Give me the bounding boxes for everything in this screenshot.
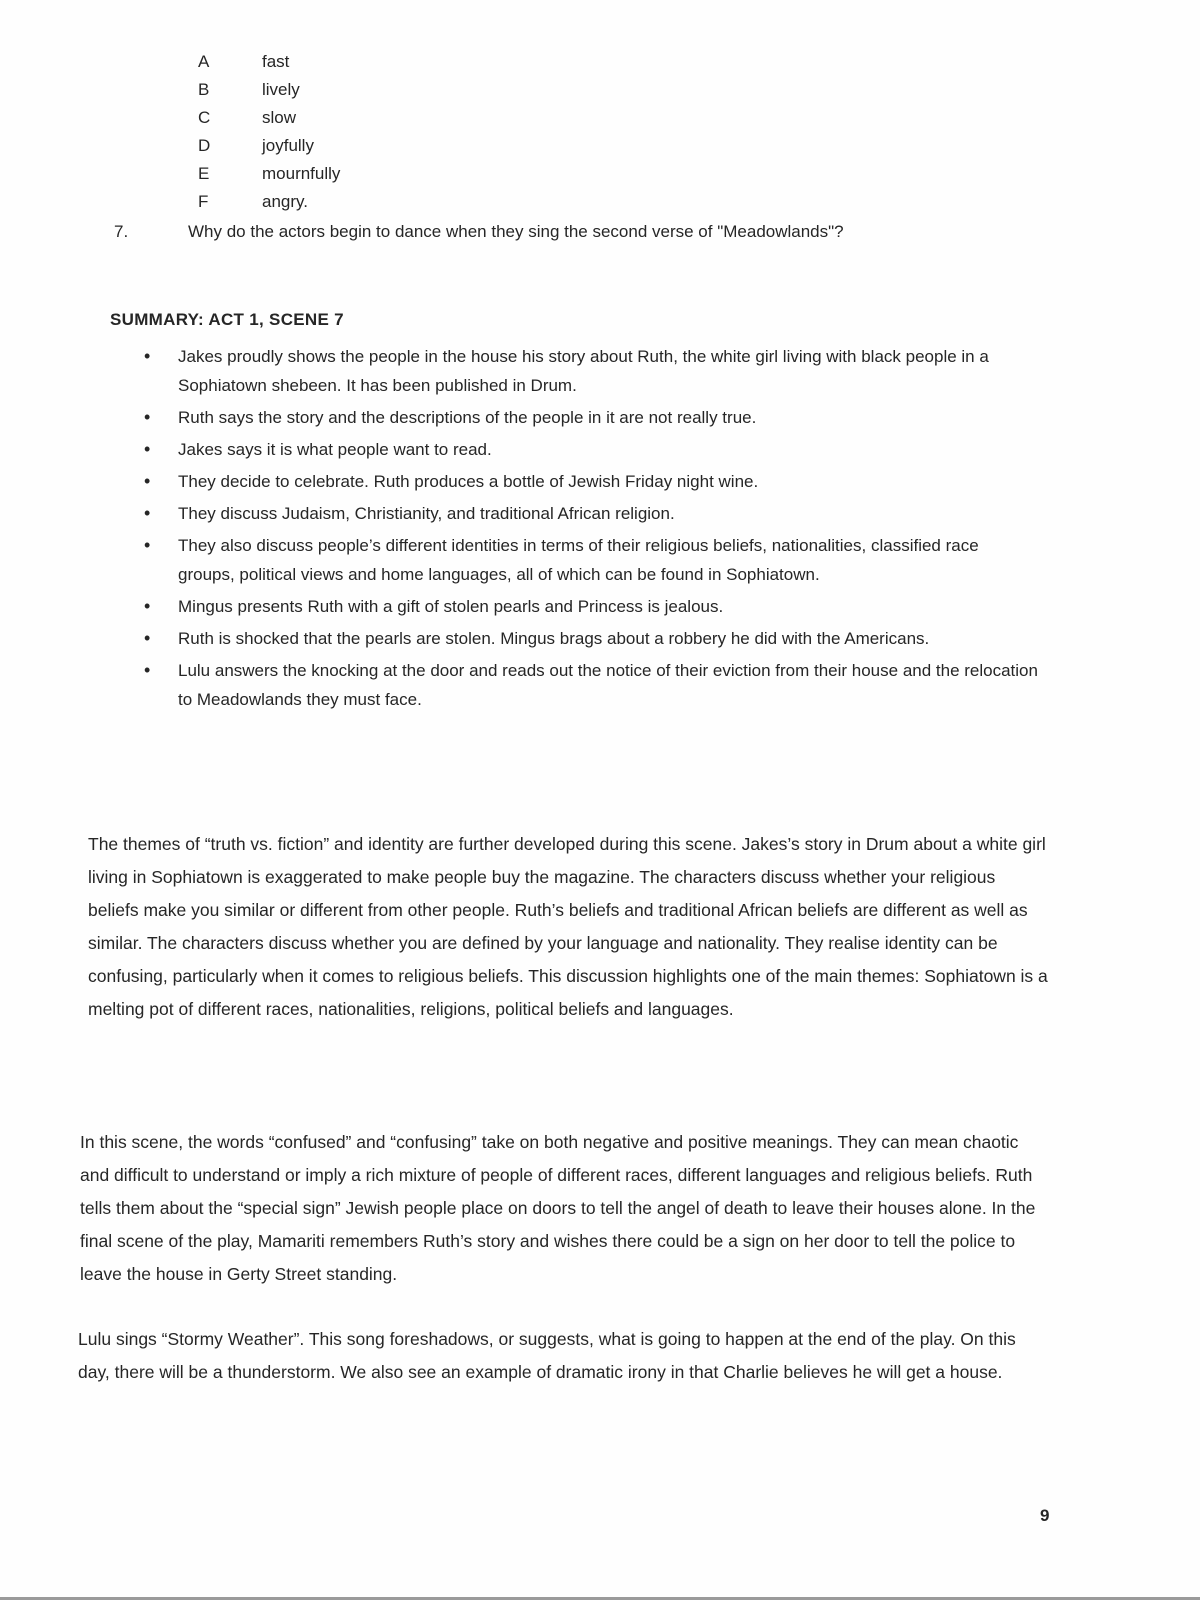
answer-option [198, 76, 598, 104]
summary-bullet: • They also discuss people’s different identities in terms of their religious beliefs, nationalities, classified race groups, political views and home languages, all of which can be found in Sophiatown. [140, 531, 1040, 589]
summary-bullet-list [140, 342, 1040, 717]
summary-heading: SUMMARY: ACT 1, SCENE 7 [110, 310, 344, 329]
option-letter: A [198, 52, 210, 71]
answer-option [198, 48, 598, 76]
summary-bullet: • They decide to celebrate. Ruth produces a bottle of Jewish Friday night wine. [140, 467, 1040, 496]
summary-bullet: • Jakes proudly shows the people in the house his story about Ruth, the white girl living with black people in a Sophiatown shebeen. It has been published in Drum. [140, 342, 1040, 400]
summary-bullet: • Jakes says it is what people want to read. [140, 435, 1040, 464]
option-text: angry. [262, 192, 308, 211]
page-number: 9 [1040, 1506, 1050, 1525]
question-text: Why do the actors begin to dance when they sing the second verse of "Meadowlands"? [188, 222, 844, 241]
themes-paragraph: The themes of “truth vs. fiction” and identity are further developed during this scene. Jakes’s story in Drum about a white girl living in Sophiatown is exaggerated to make people buy the magazine. The characters discuss whether your religious beliefs make you similar or different from other people. Ruth’s beliefs and traditional African beliefs are different as well as similar. The characters discuss whether you are defined by your language and nationality. They realise identity can be confusing, particularly when it comes to religious beliefs. This discussion highlights one of the main themes: Sophiatown is a melting pot of different races, nationalities, religions, political beliefs and languages. [88, 834, 1048, 1019]
option-text: lively [262, 80, 300, 99]
answer-option [198, 104, 598, 132]
answer-option [198, 188, 598, 216]
answer-option [198, 132, 598, 160]
answer-options-list [198, 48, 598, 216]
summary-bullet: • Ruth says the story and the descriptions of the people in it are not really true. [140, 403, 1040, 432]
question-number: 7. [114, 222, 129, 241]
option-text: mournfully [262, 164, 341, 183]
summary-bullet: • They discuss Judaism, Christianity, and traditional African religion. [140, 499, 1040, 528]
option-letter: E [198, 164, 210, 183]
option-text: slow [262, 108, 297, 127]
option-letter: B [198, 80, 210, 99]
option-letter: D [198, 136, 211, 155]
summary-bullet: • Mingus presents Ruth with a gift of stolen pearls and Princess is jealous. [140, 592, 1040, 621]
option-text: joyfully [262, 136, 314, 155]
confused-paragraph: In this scene, the words “confused” and “confusing” take on both negative and positive meanings. They can mean chaotic and difficult to understand or imply a rich mixture of people of different races, different languages and religious beliefs. Ruth tells them about the “special sign” Jewish people place on doors to tell the angel of death to leave their houses alone. In the final scene of the play, Mamariti remembers Ruth’s story and wishes there could be a sign on her door to tell the police to leave the house in Gerty Street standing. [80, 1132, 1036, 1284]
summary-bullet: • Ruth is shocked that the pearls are stolen. Mingus brags about a robbery he did with the Americans. [140, 624, 1040, 653]
option-letter: C [198, 108, 211, 127]
option-text: fast [262, 52, 290, 71]
summary-bullet: • Lulu answers the knocking at the door and reads out the notice of their eviction from their house and the relocation to Meadowlands they must face. [140, 656, 1040, 714]
stormy-weather-paragraph: Lulu sings “Stormy Weather”. This song foreshadows, or suggests, what is going to happen at the end of the play. On this day, there will be a thunderstorm. We also see an example of dramatic irony in that Charlie believes he will get a house. [78, 1329, 1016, 1382]
option-letter: F [198, 192, 209, 211]
answer-option [198, 160, 598, 188]
question-7 [114, 218, 1114, 246]
